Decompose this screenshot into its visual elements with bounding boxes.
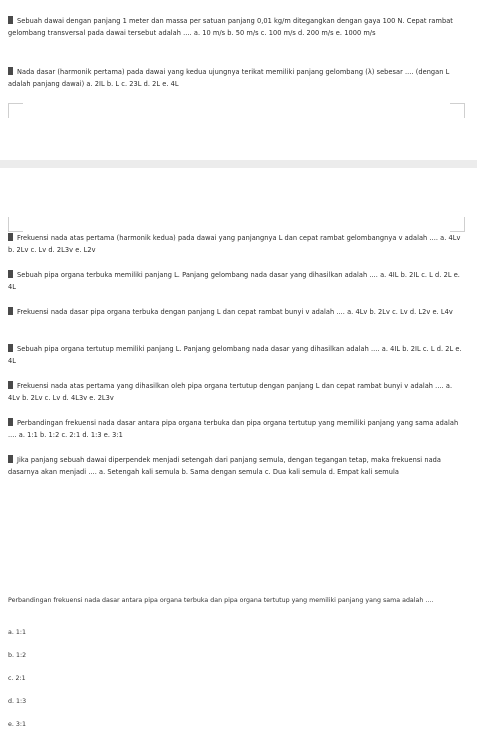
question-text: Nada dasar (harmonik pertama) pada dawai yang kedua ujungnya terikat memiliki panjang gelombang (λ) sebesar .... (dengan L adalah panjang dawai) a. 2IL b. L c. 23L d. 2L e. 4L [8,68,450,88]
card-corner [8,217,23,232]
question-marker-icon [8,270,13,278]
question-marker-icon [8,455,13,463]
question-3 [8,233,464,256]
question-marker-icon [8,418,13,426]
question-6 [8,344,464,367]
card-corner [450,217,465,232]
question-5 [8,307,464,319]
question-text: Frekuensi nada atas pertama (harmonik kedua) pada dawai yang panjangnya L dan cepat rambat gelombangnya v adalah .... a. 4Lv b. 2Lv c. Lv d. 2L3v e. L2v [8,234,461,254]
question-marker-icon [8,344,13,352]
question-8 [8,418,464,441]
question-text: Sebuah pipa organa tertutup memiliki panjang L. Panjang gelombang nada dasar yang dihasilkan adalah .... a. 4IL b. 2IL c. L d. 2L e. 4L [8,345,462,365]
option-c[interactable]: c. 2:1 [8,675,26,682]
option-b[interactable]: b. 1:2 [8,652,27,659]
question-text: Jika panjang sebuah dawai diperpendek menjadi setengah dari panjang semula, dengan tegangan tetap, maka frekuensi nada dasarnya akan menjadi .... a. Setengah kali semula b. Sama dengan semula c. Dua kali semula d. Empat kali semula [8,456,441,476]
question-9 [8,455,464,478]
question-1 [8,16,464,39]
question-text: Perbandingan frekuensi nada dasar antara pipa organa terbuka dan pipa organa tertutup yang memiliki panjang yang sama adalah .... a. 1:1 b. 1:2 c. 2:1 d. 1:3 e. 3:1 [8,419,459,439]
question-4 [8,270,464,293]
question-marker-icon [8,381,13,389]
question-2 [8,67,464,90]
section-divider [0,160,477,168]
card-corner [8,103,23,118]
question-text: Frekuensi nada dasar pipa organa terbuka dengan panjang L dan cepat rambat bunyi v adalah .... a. 4Lv b. 2Lv c. Lv d. L2v e. L4v [17,308,453,316]
question-7 [8,381,464,404]
bottom-question: Perbandingan frekuensi nada dasar antara pipa organa terbuka dan pipa organa tertutup yang memiliki panjang yang sama adalah .... [8,597,434,604]
question-marker-icon [8,233,13,241]
question-marker-icon [8,16,13,24]
question-text: Frekuensi nada atas pertama yang dihasilkan oleh pipa organa tertutup dengan panjang L dan cepat rambat bunyi v adalah .... a. 4Lv b. 2Lv c. Lv d. 4L3v e. 2L3v [8,382,453,402]
option-e[interactable]: e. 3:1 [8,721,27,728]
question-text: Sebuah dawai dengan panjang 1 meter dan massa per satuan panjang 0,01 kg/m ditegangkan dengan gaya 100 N. Cepat rambat gelombang transversal pada dawai tersebut adalah .... a. 10 m/s b. 50 m/s c. 100 m/s d. 200 m/s e. 1000 m/s [8,17,453,37]
option-d[interactable]: d. 1:3 [8,698,27,705]
question-text: Sebuah pipa organa terbuka memiliki panjang L. Panjang gelombang nada dasar yang dihasilkan adalah .... a. 4IL b. 2IL c. L d. 2L e. 4L [8,271,460,291]
option-a[interactable]: a. 1:1 [8,629,26,636]
card-corner [450,103,465,118]
question-marker-icon [8,67,13,75]
question-marker-icon [8,307,13,315]
